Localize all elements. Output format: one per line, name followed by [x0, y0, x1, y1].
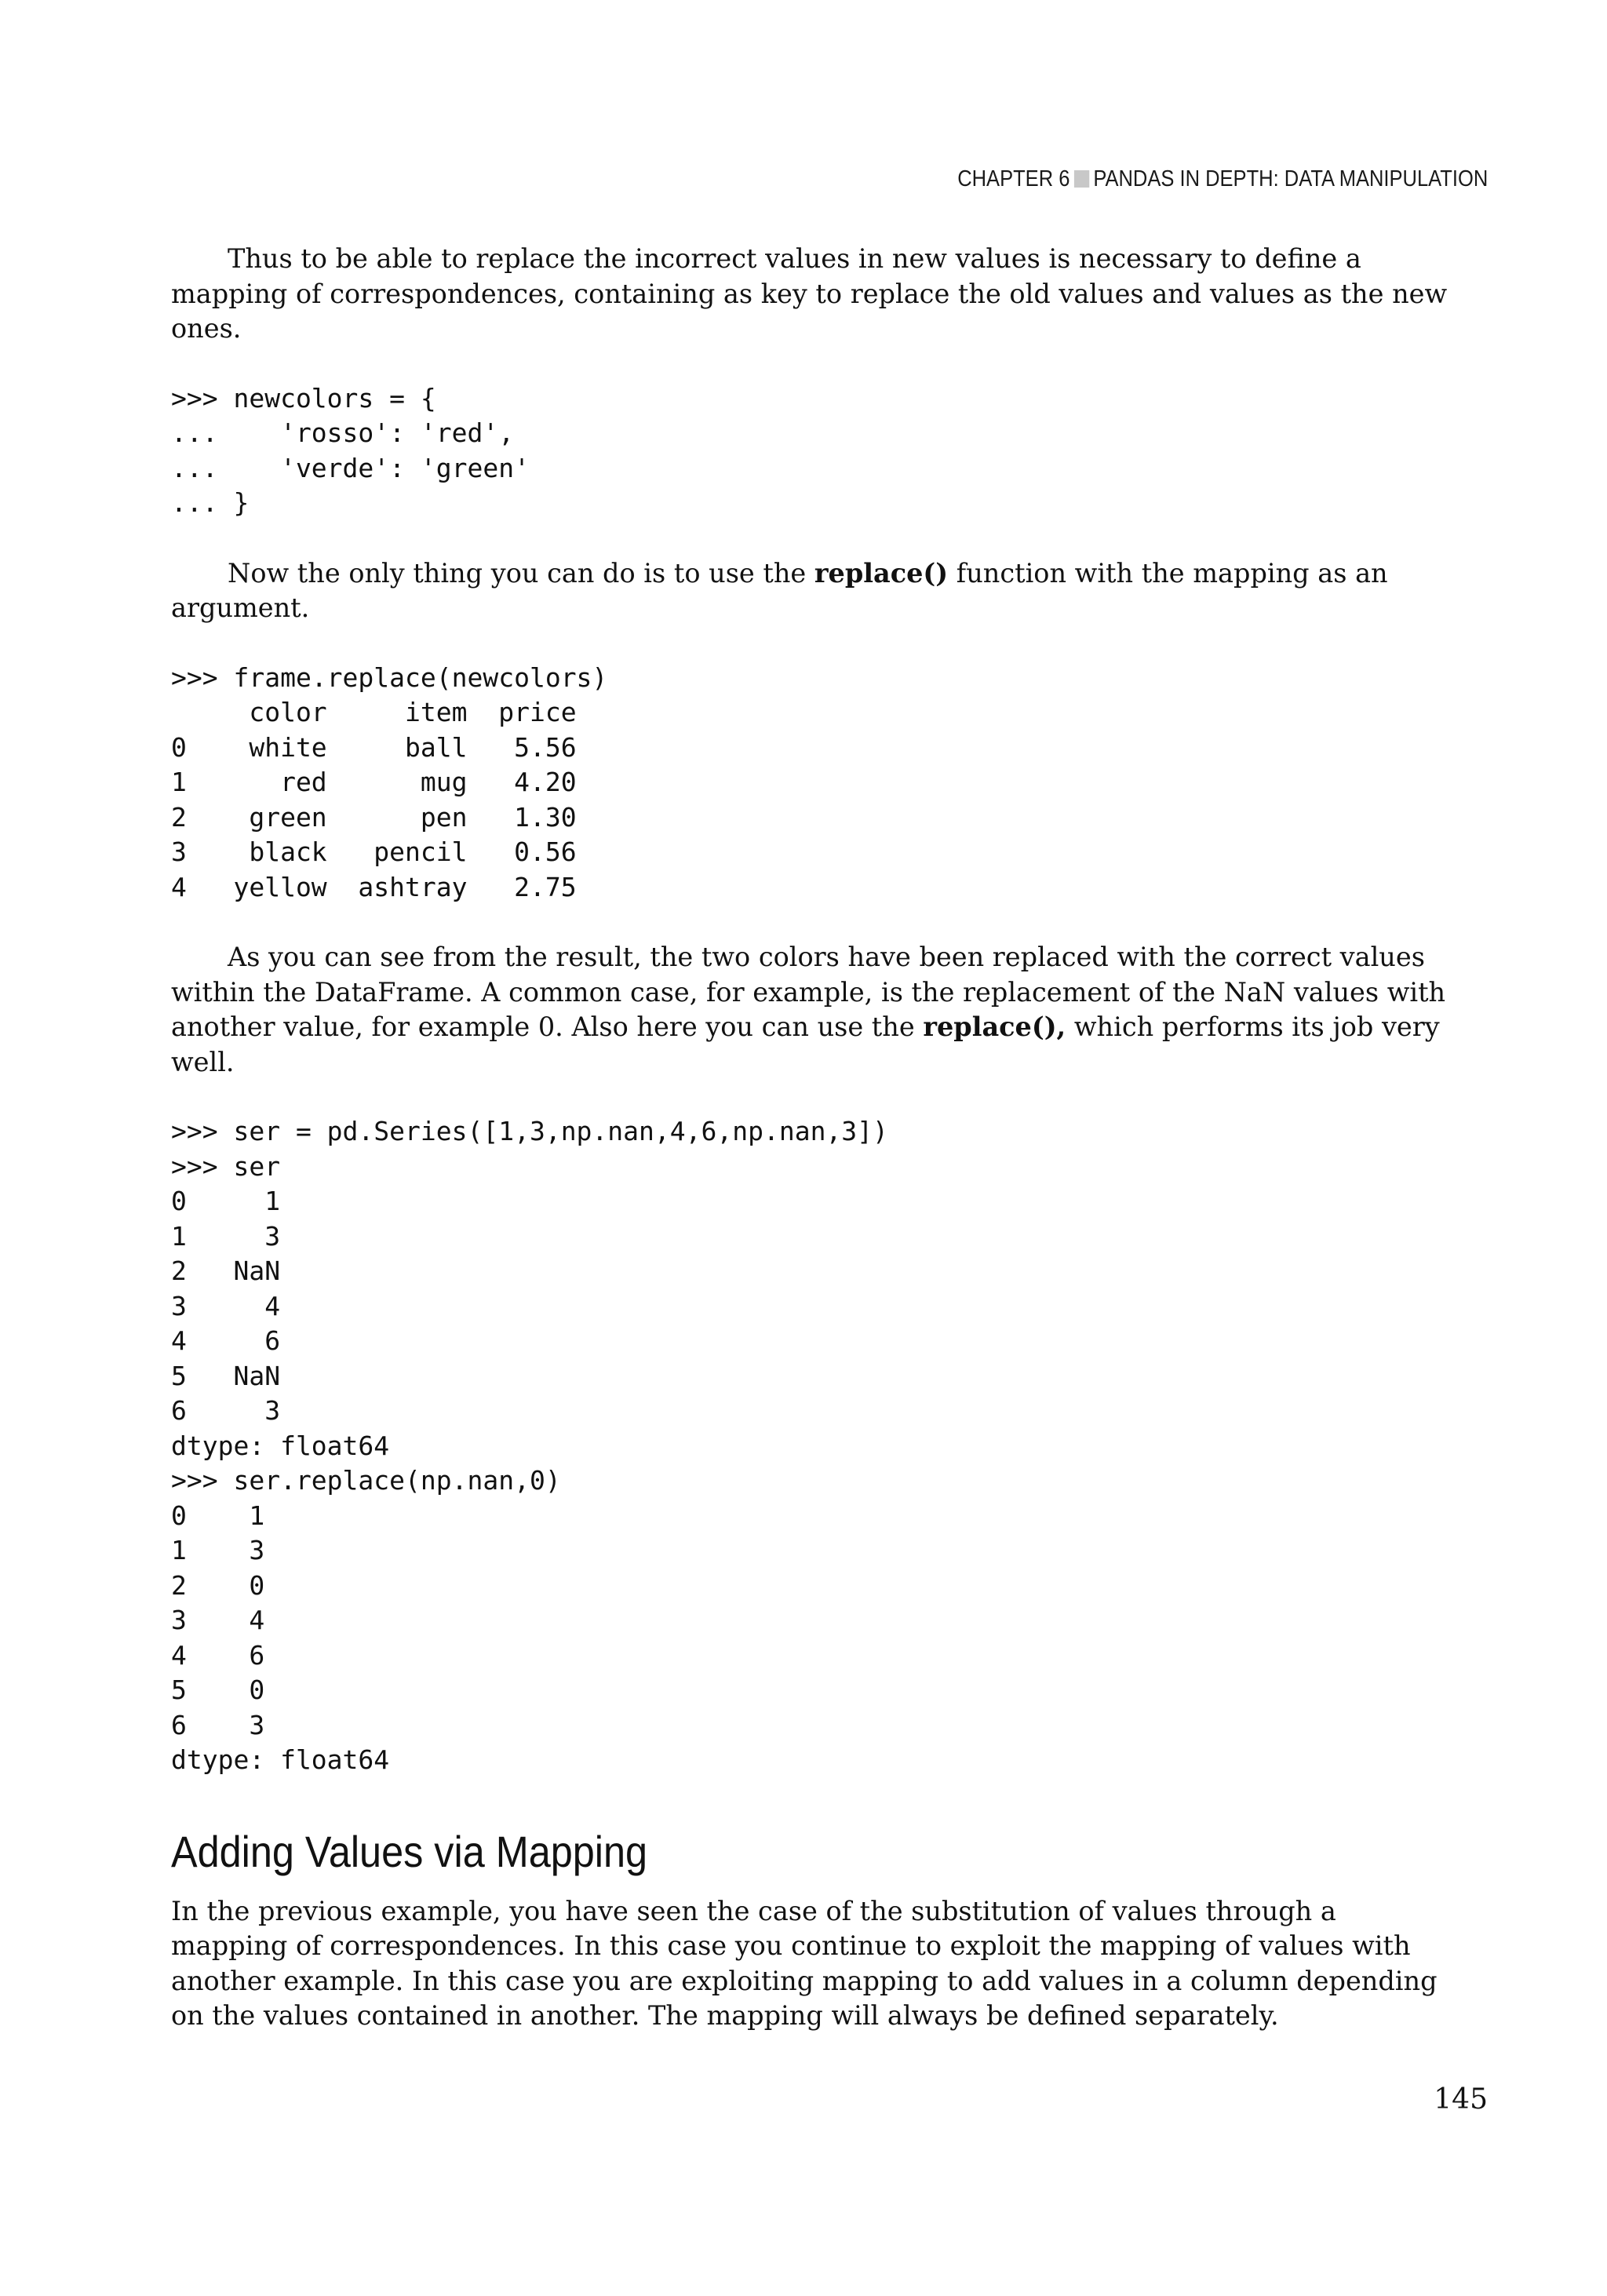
inline-code-bold: replace() — [814, 557, 949, 589]
header-separator-square — [1073, 170, 1088, 188]
code-block-series-replace: >>> ser = pd.Series([1,3,np.nan,4,6,np.nan,3]) >>> ser 0 1 1 3 2 NaN 3 4 4 6 5 NaN 6 3 dtype: float64 >>> ser.replace(np.nan,0) 0 1 1 3 2 0 3 4 4 6 5 0 6 3 dtype: float64 — [171, 1116, 888, 1775]
running-header — [957, 166, 1488, 192]
paragraph-mapping-intro: Thus to be able to replace the incorrect values in new values is necessary to define a mapping of correspondences, containing as key to replace the old values and values as the new ones. — [171, 243, 1448, 344]
text-run: function with the mapping as an argument. — [171, 557, 1388, 623]
text-run: Now the only thing you can do is to use the — [228, 557, 814, 589]
chapter-title: PANDAS IN DEPTH: DATA MANIPULATION — [1093, 166, 1488, 191]
section-heading: Adding Values via Mapping — [171, 1826, 648, 1876]
paragraph-adding-values: In the previous example, you have seen the case of the substitution of values through a mapping of correspondences. In this case you continue to exploit the mapping of values with another example. In this case you are exploiting mapping to add values in a column depending on the values contained in another. The mapping will always be defined separately. — [171, 1895, 1438, 2031]
code-block-frame-replace: >>> frame.replace(newcolors) color item price 0 white ball 5.56 1 red mug 4.20 2 green pen 1.30 3 black pencil 0.56 4 yellow ashtray 2.75 — [171, 661, 608, 902]
code-block-newcolors: >>> newcolors = { ... 'rosso': 'red', ... 'verde': 'green' ... } — [171, 382, 530, 518]
inline-code-bold: replace(), — [923, 1011, 1066, 1042]
page-number: 145 — [1434, 2083, 1488, 2116]
text-run: As you can see from the result, the two colors have been replaced with the correct values within the DataFrame. A common case, for example, is the replacement of the NaN values with another value, for example 0. Also here you can use the — [171, 942, 1446, 1042]
paragraph-replace-function — [171, 556, 1458, 626]
chapter-label: CHAPTER 6 — [957, 166, 1070, 191]
paragraph-replace-result — [171, 940, 1458, 1080]
page-content — [171, 242, 1458, 2034]
text-run: which performs its job very well. — [171, 1011, 1440, 1077]
